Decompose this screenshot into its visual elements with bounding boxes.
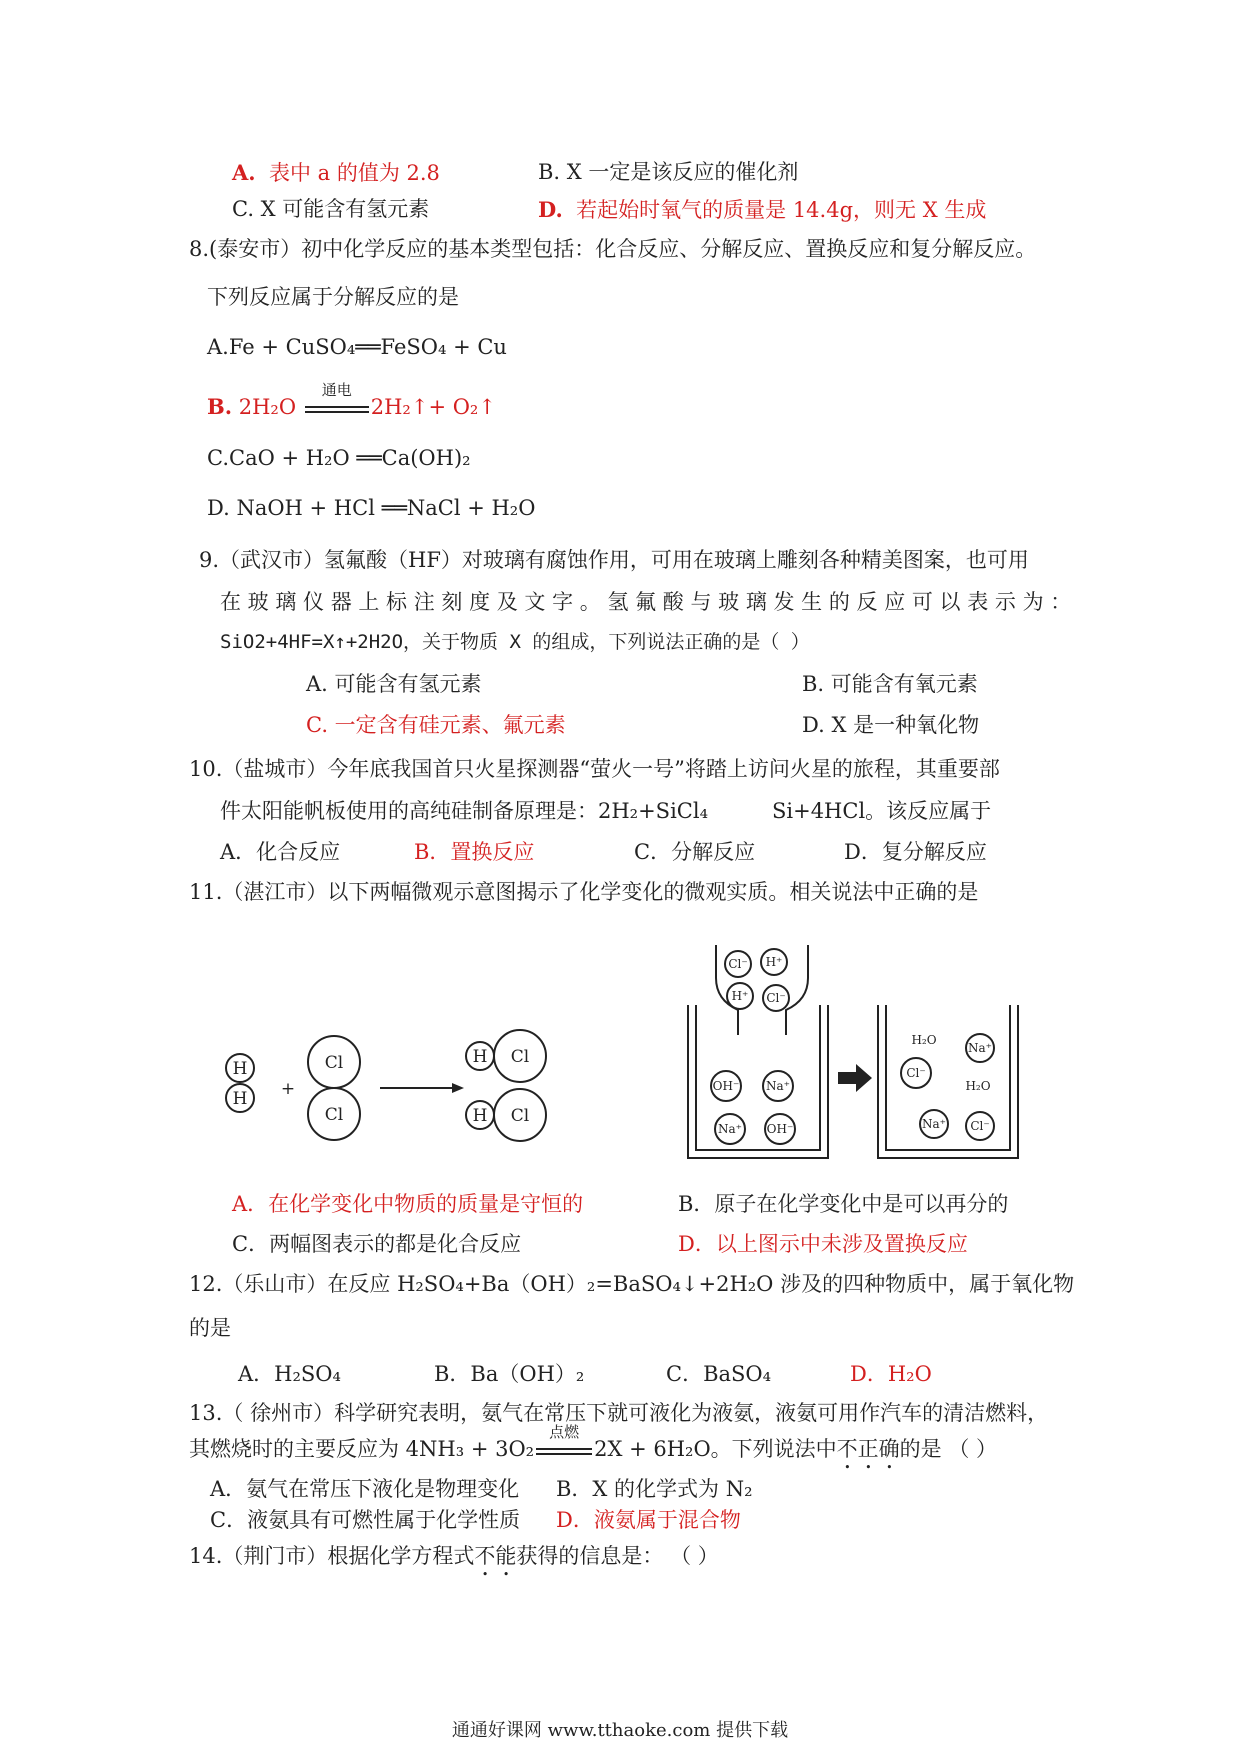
- q8-stem-line2: 下列反应属于分解反应的是: [207, 285, 459, 309]
- svg-text:Na⁺: Na⁺: [922, 1117, 946, 1131]
- q13-option-d: D．液氨属于混合物: [556, 1508, 741, 1532]
- q9-stem-line2: 在 玻 璃 仪 器 上 标 注 刻 度 及 文 字 。 氢 氟 酸 与 玻 璃 发 生 的 反 应 可 以 表 示 为 ：: [220, 590, 1072, 614]
- q7-option-a: A. 表中 a 的值为 2.8: [232, 160, 440, 185]
- q9-option-c: C. 一定含有硅元素、氟元素: [306, 713, 566, 737]
- svg-text:Cl⁻: Cl⁻: [766, 991, 786, 1005]
- q8-option-d: D. NaOH + HCl ══NaCl + H₂O: [207, 496, 536, 520]
- plus-sign: +: [280, 1079, 296, 1099]
- q9-option-b: B. 可能含有氧元素: [802, 672, 978, 696]
- svg-text:Na⁺: Na⁺: [968, 1041, 992, 1055]
- q12-option-a: A．H₂SO₄: [238, 1362, 341, 1386]
- q7-option-b: B. X 一定是该反应的催化剂: [538, 160, 799, 184]
- q9-stem-line3: SiO2+4HF=X↑+2H2O，关于物质 X 的组成，下列说法正确的是（ ）: [220, 631, 810, 653]
- q13-stem-line1: 13.（ 徐州市）科学研究表明，氨气在常压下就可液化为液氨，液氨可用作汽车的清洁燃料，: [189, 1401, 1049, 1425]
- q11-option-d: D．以上图示中未涉及置换反应: [678, 1232, 968, 1256]
- neutralization-diagram: [678, 940, 1038, 1160]
- svg-text:H₂O: H₂O: [911, 1033, 937, 1047]
- electrolysis-arrow: 通电: [305, 403, 369, 415]
- svg-text:H⁺: H⁺: [765, 955, 783, 969]
- q10-option-d: D．复分解反应: [844, 840, 987, 864]
- q10-stem-line2a: 件太阳能帆板使用的高纯硅制备原理是：2H₂+SiCl₄: [220, 799, 708, 823]
- q11-stem: 11.（湛江市）以下两幅微观示意图揭示了化学变化的微观实质。相关说法中正确的是: [189, 880, 979, 904]
- q13-option-c: C．液氨具有可燃性属于化学性质: [210, 1508, 521, 1532]
- q11-option-b: B．原子在化学变化中是可以再分的: [678, 1192, 1009, 1216]
- right-arrow-icon: [838, 1064, 872, 1092]
- h2-cl2-reaction-diagram: [210, 1020, 560, 1160]
- q8-option-c: C.CaO + H₂O ══Ca(OH)₂: [207, 446, 471, 470]
- q12-option-c: C．BaSO₄: [666, 1362, 772, 1386]
- q12-option-d: D．H₂O: [850, 1362, 932, 1386]
- q9-stem-line1: 9.（武汉市）氢氟酸（HF）对玻璃有腐蚀作用，可用在玻璃上雕刻各种精美图案，也可用: [199, 548, 1029, 572]
- svg-text:Cl⁻: Cl⁻: [906, 1066, 926, 1080]
- ignition-arrow: 点燃: [536, 1445, 592, 1457]
- cl-atom-label: Cl: [510, 1106, 530, 1126]
- h-atom-label: H: [472, 1106, 488, 1126]
- q9-option-a: A. 可能含有氢元素: [306, 672, 482, 696]
- svg-text:OH⁻: OH⁻: [712, 1079, 740, 1093]
- q7-option-d: D. 若起始时氧气的质量是 14.4g，则无 X 生成: [538, 197, 987, 222]
- svg-text:Cl⁻: Cl⁻: [970, 1119, 990, 1133]
- q8-stem-line1: 8.(泰安市）初中化学反应的基本类型包括：化合反应、分解反应、置换反应和复分解反应。: [189, 237, 1037, 261]
- q14-stem: 14.（荆门市）根据化学方程式不能获得的信息是： （ ）: [189, 1544, 719, 1568]
- q8-option-a: A.Fe + CuSO₄══FeSO₄ + Cu: [207, 335, 507, 359]
- cl-atom-label: Cl: [324, 1053, 344, 1073]
- q12-stem-line2: 的是: [189, 1316, 231, 1340]
- q11-option-c: C．两幅图表示的都是化合反应: [232, 1232, 522, 1256]
- q10-option-b: B．置换反应: [414, 840, 535, 864]
- q10-stem-line2b: Si+4HCl。该反应属于: [772, 799, 992, 823]
- q13-option-b: B．X 的化学式为 N₂: [556, 1477, 753, 1501]
- h-atom-label: H: [472, 1047, 488, 1067]
- q9-option-d: D. X 是一种氧化物: [802, 713, 980, 737]
- svg-text:Na⁺: Na⁺: [718, 1122, 742, 1136]
- cl-atom-label: Cl: [324, 1105, 344, 1125]
- q7-option-c: C. X 可能含有氢元素: [232, 197, 430, 221]
- h-atom-label: H: [232, 1089, 248, 1109]
- svg-text:H⁺: H⁺: [731, 989, 749, 1003]
- svg-text:Cl⁻: Cl⁻: [728, 957, 748, 971]
- q10-option-c: C．分解反应: [634, 840, 756, 864]
- q12-option-b: B．Ba（OH）₂: [434, 1362, 585, 1386]
- q10-stem-line1: 10.（盐城市）今年底我国首只火星探测器“萤火一号”将踏上访问火星的旅程，其重要部: [189, 757, 1000, 781]
- q10-option-a: A．化合反应: [220, 840, 341, 864]
- q8-option-b: B. 2H₂O 通电 2H₂↑+ O₂↑: [207, 380, 496, 419]
- h-atom-label: H: [232, 1059, 248, 1079]
- cl-atom-label: Cl: [510, 1047, 530, 1067]
- q12-stem-line1: 12.（乐山市）在反应 H₂SO₄+Ba（OH）₂=BaSO₄↓+2H₂O 涉及的四种物质中，属于氧化物: [189, 1272, 1075, 1296]
- q13-option-a: A．氨气在常压下液化是物理变化: [210, 1477, 520, 1501]
- q11-option-a: A．在化学变化中物质的质量是守恒的: [232, 1192, 584, 1216]
- svg-text:OH⁻: OH⁻: [766, 1122, 794, 1136]
- q13-stem-line2: 其燃烧时的主要反应为 4NH₃ + 3O₂ 点燃 2X + 6H₂O。下列说法中不正确的是 （ ）: [189, 1422, 998, 1461]
- svg-text:H₂O: H₂O: [965, 1079, 991, 1093]
- svg-text:Na⁺: Na⁺: [766, 1079, 790, 1093]
- page-footer: 通通好课网 www.tthaoke.com 提供下载: [451, 1720, 789, 1741]
